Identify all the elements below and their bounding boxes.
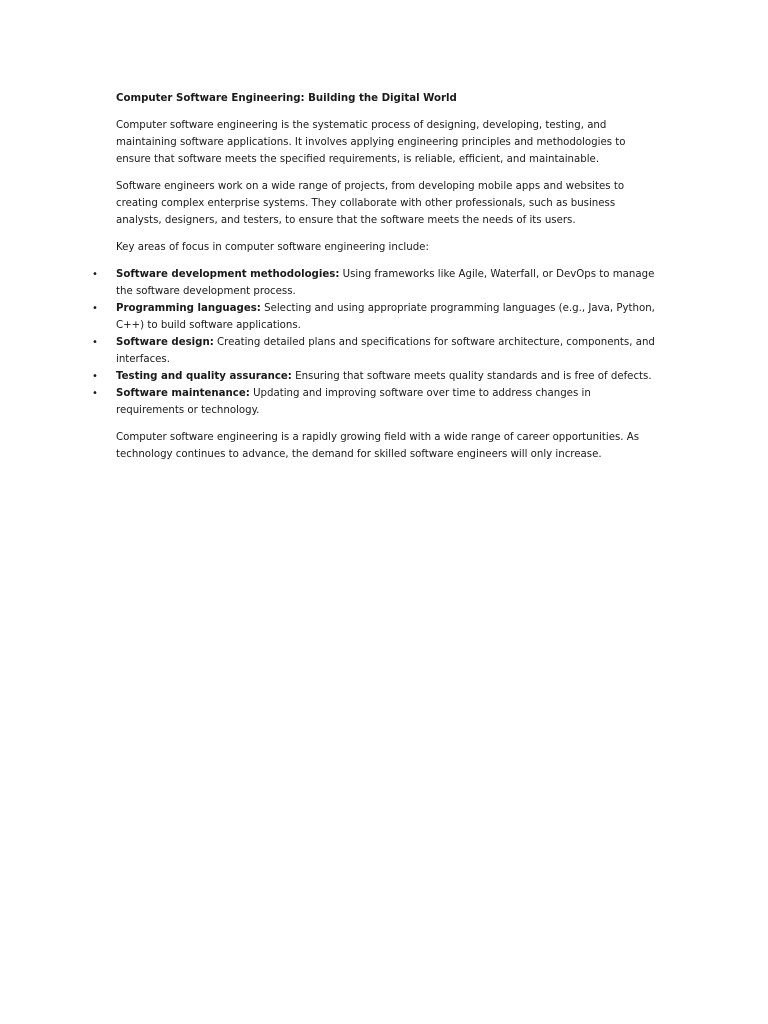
bullet-icon: • bbox=[92, 388, 98, 399]
list-item-term: Software development methodologies: bbox=[116, 269, 340, 280]
list-item bbox=[92, 368, 656, 385]
bullet-icon: • bbox=[92, 269, 98, 280]
list-item-text: Updating and improving software over time to address changes in requirements or technology. bbox=[116, 388, 591, 416]
list-item-term: Software maintenance: bbox=[116, 388, 250, 399]
projects-paragraph: Software engineers work on a wide range of projects, from developing mobile apps and websites to creating complex enterprise systems. They collaborate with other professionals, such as business analysts, designers, and testers, to ensure that the software meets the needs of its users. bbox=[116, 181, 625, 226]
list-item-text: Ensuring that software meets quality standards and is free of defects. bbox=[291, 371, 652, 382]
closing-paragraph: Computer software engineering is a rapidly growing field with a wide range of career opportunities. As technology continues to advance, the demand for skilled software engineers will only increase. bbox=[116, 432, 640, 460]
list-item bbox=[92, 334, 656, 368]
bullet-icon: • bbox=[92, 371, 98, 382]
list-item bbox=[92, 266, 656, 300]
intro-paragraph: Computer software engineering is the systematic process of designing, developing, testing, and maintaining software applications. It involves applying engineering principles and methodologies to ensure that software meets the specified requirements, is reliable, efficient, and maintainable. bbox=[116, 120, 626, 165]
list-item-term: Software design: bbox=[116, 337, 214, 348]
list-item bbox=[92, 385, 656, 419]
list-item-text: Using frameworks like Agile, Waterfall, or DevOps to manage the software development process. bbox=[116, 269, 655, 297]
bullet-icon: • bbox=[92, 303, 98, 314]
list-item bbox=[92, 300, 656, 334]
list-item-text: Creating detailed plans and specifications for software architecture, components, and interfaces. bbox=[116, 337, 655, 365]
key-areas-paragraph: Key areas of focus in computer software engineering include: bbox=[116, 242, 429, 253]
list-item-text: Selecting and using appropriate programming languages (e.g., Java, Python, C++) to build software applications. bbox=[116, 303, 655, 331]
bullet-icon: • bbox=[92, 337, 98, 348]
document-title: Computer Software Engineering: Building the Digital World bbox=[116, 93, 457, 104]
key-areas-list bbox=[92, 266, 656, 419]
document-page bbox=[92, 90, 656, 473]
list-item-term: Testing and quality assurance: bbox=[116, 371, 292, 382]
list-item-term: Programming languages: bbox=[116, 303, 261, 314]
